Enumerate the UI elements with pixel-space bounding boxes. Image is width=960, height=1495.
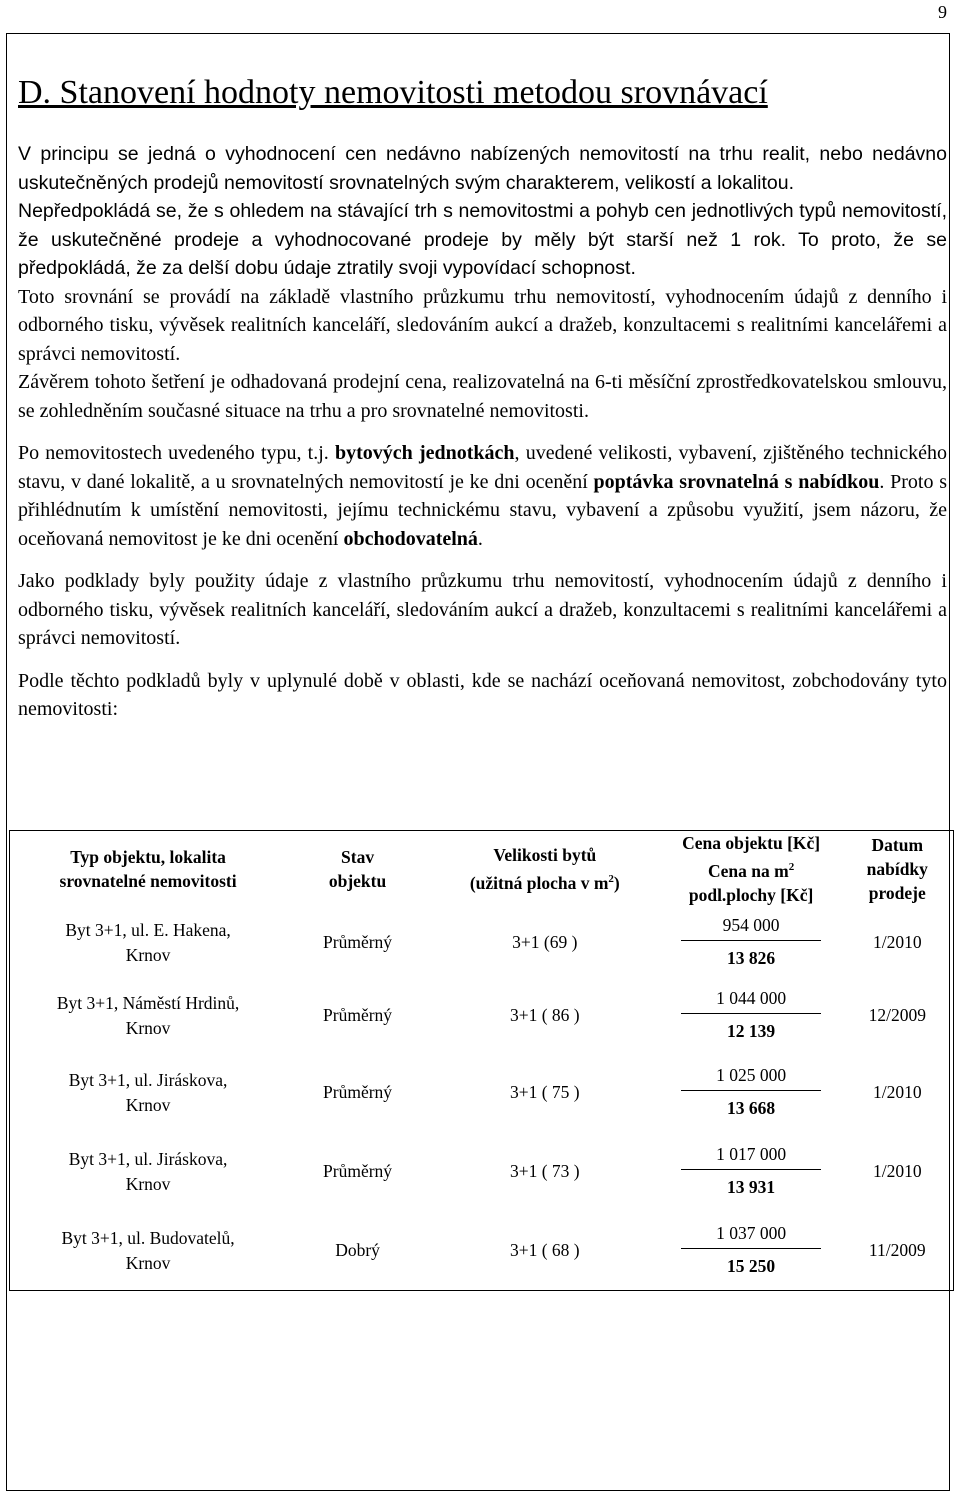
table-row bbox=[10, 1053, 954, 1133]
text-fragment: . bbox=[477, 527, 483, 550]
cell-date: 11/2009 bbox=[842, 1211, 954, 1291]
cell-type bbox=[10, 979, 287, 1053]
table-row bbox=[10, 1211, 954, 1291]
emphasis-flat-units: bytových jednotkách bbox=[334, 442, 515, 464]
cell-price bbox=[661, 1053, 842, 1133]
cell-size: 3+1 (69 ) bbox=[512, 932, 578, 953]
table-header-row bbox=[10, 831, 954, 907]
header-date-line1: Datum bbox=[871, 834, 924, 855]
cell-size: 3+1 ( 73 ) bbox=[509, 1161, 580, 1182]
cell-state: Průměrný bbox=[323, 1161, 393, 1182]
text-fragment: . Proto s přihlédnutím k umístění nemovitosti, jejímu technickému stavu, vybavení a způsobu využití, jsem názoru, že oceňovaná nemovitost je ke dni ocenění bbox=[18, 470, 948, 550]
cell-type-line1: Byt 3+1, ul. E. Hakena, bbox=[65, 919, 231, 940]
cell-type-line1: Byt 3+1, ul. Budovatelů, bbox=[61, 1227, 235, 1248]
cell-type-line1: Byt 3+1, Náměstí Hrdinů, bbox=[56, 992, 240, 1013]
header-date-line3: prodeje bbox=[868, 882, 926, 903]
cell-date: 1/2010 bbox=[842, 907, 954, 979]
text-fragment: Po nemovitostech uvedeného typu, t.j. bbox=[18, 442, 335, 464]
header-size-line1: Velikosti bytů bbox=[493, 845, 597, 865]
cell-price-total: 1 044 000 bbox=[716, 988, 787, 1009]
cell-state: Průměrný bbox=[323, 1082, 393, 1103]
cell-price-total: 1 017 000 bbox=[716, 1144, 787, 1165]
paragraph-comparison: Toto srovnání se provádí na základě vlastního průzkumu trhu nemovitostí, vyhodnocením údajů z denního i odborného tisku, vývěsek realitních kanceláří, sledováním aukcí a dražeb, konzultacemi s realitními kancelářemi a správci nemovitostí. bbox=[18, 285, 947, 365]
header-price-text: Cena na m bbox=[707, 860, 789, 881]
header-size-sup: 2 bbox=[608, 873, 614, 885]
cell-type-line2: Krnov bbox=[125, 1173, 171, 1194]
cell-price bbox=[661, 979, 842, 1053]
table-body bbox=[10, 907, 954, 1291]
paragraph-assumption: Nepředpokládá se, že s ohledem na stávající trh s nemovitostmi a pohyb cen jednotlivých typů nemovitostí, že uskutečněné prodeje a vyhodnocované prodeje by měly být starší než 1 rok. To proto, že se předpokládá, že za delší dobu údaje ztratily svoji vypovídací schopnost. bbox=[18, 200, 947, 279]
cell-price-per-m2: 13 668 bbox=[681, 1090, 821, 1125]
header-state-line1: Stav bbox=[341, 846, 375, 867]
header-date bbox=[842, 831, 954, 907]
header-state-line2: objektu bbox=[328, 870, 387, 891]
cell-type-line1: Byt 3+1, ul. Jiráskova, bbox=[68, 1148, 228, 1169]
table-row bbox=[10, 1133, 954, 1211]
header-price-sup: 2 bbox=[788, 861, 795, 873]
header-date-line2: nabídky bbox=[866, 858, 928, 879]
comparison-table bbox=[9, 830, 954, 1291]
cell-type-line2: Krnov bbox=[125, 1252, 171, 1273]
header-type bbox=[10, 831, 287, 907]
cell-type bbox=[10, 1211, 287, 1291]
cell-size: 3+1 ( 68 ) bbox=[429, 1211, 661, 1291]
table-row bbox=[10, 907, 954, 979]
cell-type-line2: Krnov bbox=[125, 1017, 171, 1038]
cell-date: 1/2010 bbox=[842, 1133, 954, 1211]
table-row bbox=[10, 979, 954, 1053]
cell-price-per-m2: 13 826 bbox=[681, 940, 821, 975]
header-price-line1: Cena objektu [Kč] bbox=[682, 833, 821, 853]
paragraph-conclusion: Závěrem tohoto šetření je odhadovaná prodejní cena, realizovatelná na 6-ti měsíční zprostředkovatelskou smlouvu, se zohledněním současné situace na trhu a pro srovnatelné nemovitosti. bbox=[18, 371, 947, 422]
paragraph-principle: V principu se jedná o vyhodnocení cen nedávno nabízených nemovitostí na trhu realit, nebo nedávno uskutečněných prodejů nemovitostí srovnatelných svým charakterem, velikostí a lokalitou. bbox=[18, 143, 947, 194]
section-title: D. Stanovení hodnoty nemovitosti metodou srovnávací bbox=[18, 74, 768, 111]
cell-type bbox=[10, 1053, 287, 1133]
cell-size: 3+1 ( 86 ) bbox=[509, 1005, 580, 1026]
cell-type-line2: Krnov bbox=[125, 1094, 171, 1115]
cell-state: Průměrný bbox=[323, 1005, 393, 1026]
header-state bbox=[286, 831, 429, 907]
cell-date: 1/2010 bbox=[842, 1053, 954, 1133]
cell-type bbox=[10, 907, 287, 979]
text-fragment: , uvedené velikosti, vybavení, zjištěného technického stavu, v dané lokalitě, a u srovnatelných nemovitostí je ke dni ocenění bbox=[18, 442, 947, 493]
cell-price bbox=[661, 1133, 842, 1211]
cell-date: 12/2009 bbox=[842, 979, 954, 1053]
header-price-line2 bbox=[661, 855, 842, 883]
cell-price-per-m2: 12 139 bbox=[681, 1013, 821, 1048]
header-type-line2: srovnatelné nemovitosti bbox=[59, 870, 237, 891]
cell-state: Dobrý bbox=[286, 1211, 429, 1291]
header-size bbox=[429, 831, 661, 907]
header-type-line1: Typ objektu, lokalita bbox=[70, 846, 226, 867]
cell-state: Průměrný bbox=[323, 932, 393, 953]
document-content bbox=[18, 68, 947, 724]
cell-price bbox=[661, 907, 842, 979]
emphasis-demand: poptávka srovnatelná s nabídkou bbox=[593, 470, 880, 493]
cell-price-total: 1 025 000 bbox=[716, 1065, 787, 1086]
paragraph-sources: Jako podklady byly použity údaje z vlastního průzkumu trhu nemovitostí, vyhodnocením údajů z denního i odborného tisku, vývěsek realitních kanceláří, sledováním aukcí a dražeb, konzultacemi s realitními kancelářemi a správci nemovitostí. bbox=[18, 570, 947, 649]
cell-price-total: 954 000 bbox=[722, 915, 780, 936]
header-size-text: (užitná plocha v m bbox=[469, 872, 609, 893]
paragraph-table-intro: Podle těchto podkladů byly v uplynulé době v oblasti, kde se nachází oceňovaná nemovitost, zobchodovány tyto nemovitosti: bbox=[18, 669, 947, 720]
header-size-close: ) bbox=[613, 872, 620, 893]
cell-price-per-m2: 13 931 bbox=[681, 1169, 821, 1204]
cell-size: 3+1 ( 75 ) bbox=[509, 1082, 580, 1103]
cell-type bbox=[10, 1133, 287, 1211]
cell-type-line1: Byt 3+1, ul. Jiráskova, bbox=[68, 1069, 228, 1090]
page-number: 9 bbox=[938, 2, 947, 22]
cell-type-line2: Krnov bbox=[125, 944, 171, 965]
header-size-line2 bbox=[429, 867, 661, 895]
paragraph-marketability bbox=[18, 439, 947, 553]
body-text bbox=[18, 140, 947, 724]
header-price-line3: podl.plochy [Kč] bbox=[688, 884, 814, 905]
header-price bbox=[661, 831, 842, 907]
cell-price bbox=[661, 1211, 842, 1291]
emphasis-marketable: obchodovatelná bbox=[343, 527, 478, 550]
cell-price-per-m2: 15 250 bbox=[681, 1248, 821, 1283]
cell-price-total: 1 037 000 bbox=[716, 1223, 787, 1244]
